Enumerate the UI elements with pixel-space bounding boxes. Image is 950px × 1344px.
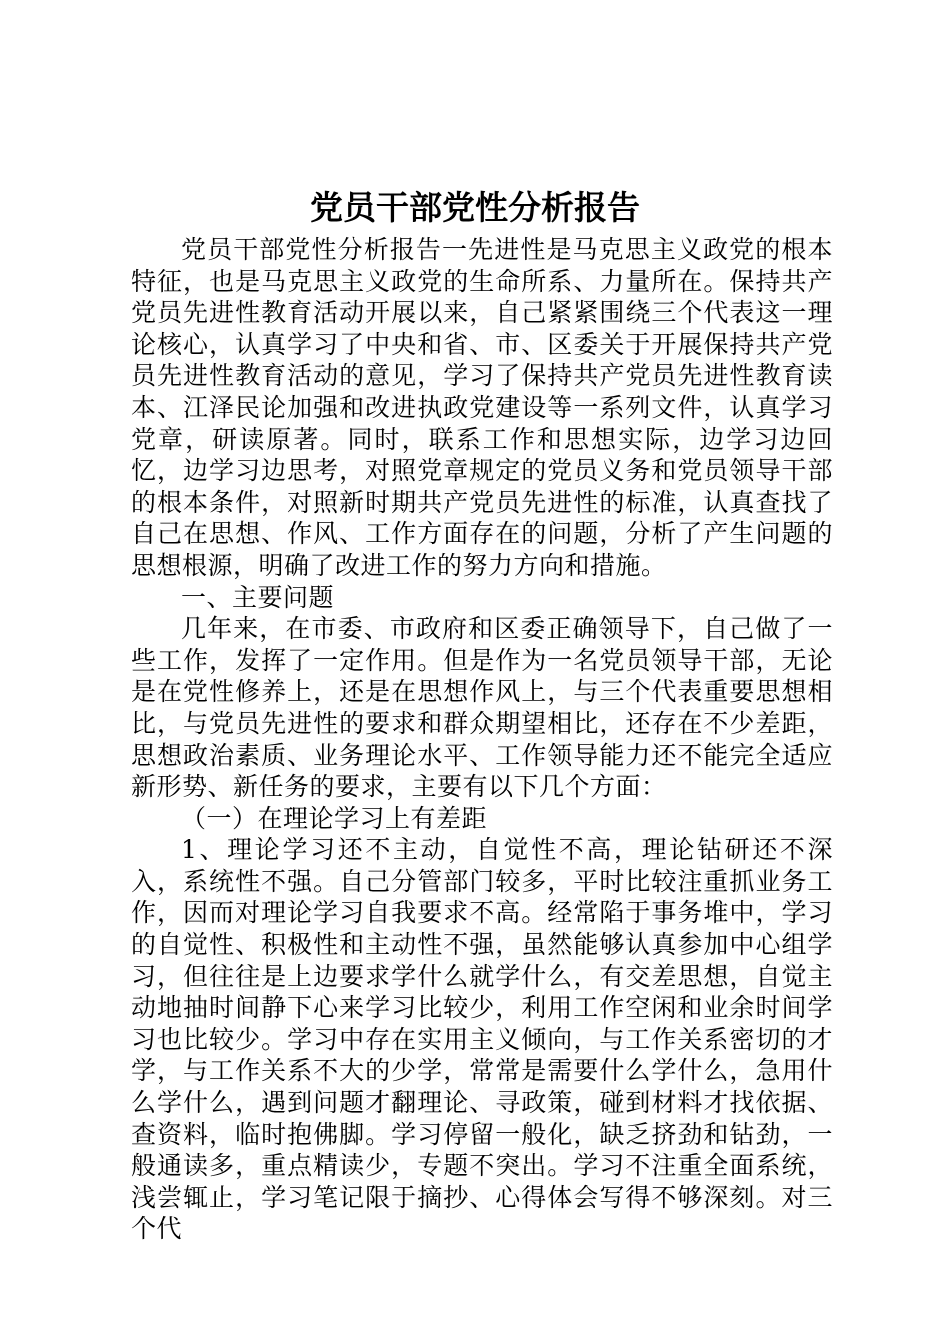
paragraph-intro: 党员干部党性分析报告一先进性是马克思主义政党的根本特征，也是马克思主义政党的生命所系、力量所在。保持共产党员先进性教育活动开展以来，自己紧紧围绕三个代表这一理论核心，认真学习了中央和省、市、区委关于开展保持共产党员先进性教育活动的意见，学习了保持共产党员先进性教育读本、江泽民论加强和改进执政党建设等一系列文件，认真学习党章，研读原著。同时，联系工作和思想实际，边学习边回忆，边学习边思考，对照党章规定的党员义务和党员领导干部的根本条件，对照新时期共产党员先进性的标准，认真查找了自己在思想、作风、工作方面存在的问题，分析了产生问题的思想根源，明确了改进工作的努力方向和措施。: [131, 235, 833, 580]
paragraph-point-1: 1、理论学习还不主动，自觉性不高，理论钻研还不深入，系统性不强。自己分管部门较多，平时比较注重抓业务工作，因而对理论学习自我要求不高。经常陷于事务堆中，学习的自觉性、积极性和主动性不强，虽然能够认真参加中心组学习，但往往是上边要求学什么就学什么，有交差思想，自觉主动地抽时间静下心来学习比较少，利用工作空闲和业余时间学习也比较少。学习中存在实用主义倾向，与工作关系密切的才学，与工作关系不大的少学，常常是需要什么学什么，急用什么学什么，遇到问题才翻理论、寻政策，碰到材料才找依据、查资料，临时抱佛脚。学习停留一般化，缺乏挤劲和钻劲，一般通读多，重点精读少，专题不突出。学习不注重全面系统，浅尝辄止，学习笔记限于摘抄、心得体会写得不够深刻。对三个代: [131, 835, 833, 1244]
paragraph-overview: 几年来，在市委、市政府和区委正确领导下，自己做了一些工作，发挥了一定作用。但是作为一名党员领导干部，无论是在党性修养上，还是在思想作风上，与三个代表重要思想相比，与党员先进性的要求和群众期望相比，还存在不少差距，思想政治素质、业务理论水平、工作领导能力还不能完全适应新形势、新任务的要求，主要有以下几个方面：: [131, 614, 833, 802]
document-body: [131, 234, 833, 1245]
subsection-heading-theory-study: （一）在理论学习上有差距: [181, 803, 488, 833]
document-title: 党员干部党性分析报告: [310, 188, 640, 227]
section-heading-main-problems: 一、主要问题: [181, 582, 335, 612]
